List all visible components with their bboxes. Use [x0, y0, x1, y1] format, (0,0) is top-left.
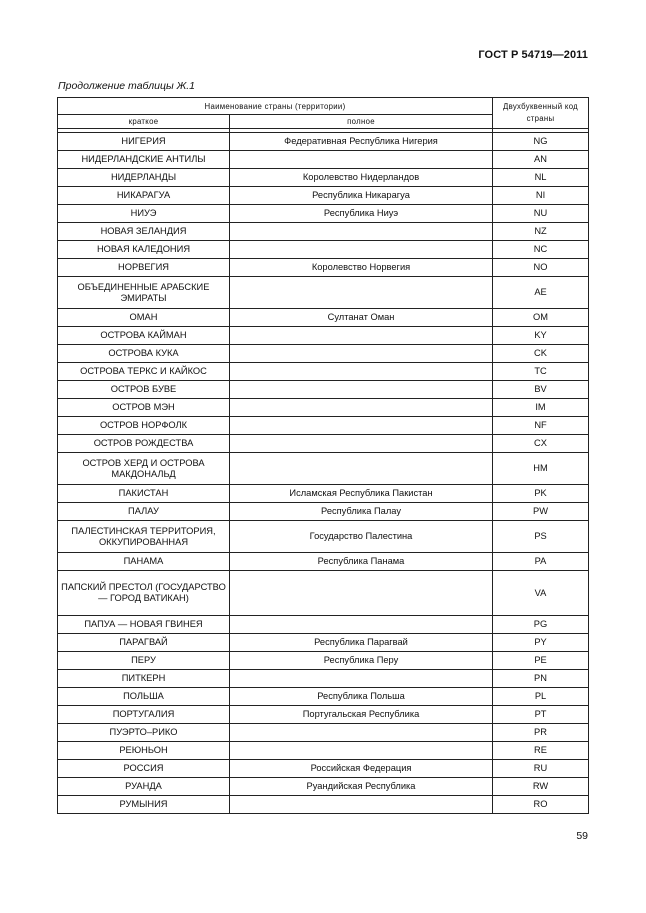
country-code-cell: CX [493, 435, 589, 453]
full-name-cell [230, 417, 493, 435]
full-name-cell: Федеративная Республика Нигерия [230, 133, 493, 151]
short-name-cell: ОМАН [58, 309, 230, 327]
standard-designation: ГОСТ Р 54719—2011 [478, 49, 588, 61]
full-name-cell [230, 241, 493, 259]
full-name-cell: Республика Ниуэ [230, 205, 493, 223]
page-number: 59 [576, 830, 588, 842]
short-name-cell: РУМЫНИЯ [58, 796, 230, 814]
full-name-cell: Королевство Нидерландов [230, 169, 493, 187]
table-row [58, 503, 589, 521]
table-row [58, 485, 589, 503]
country-code-cell: IM [493, 399, 589, 417]
country-codes-table [57, 97, 589, 814]
table-row [58, 778, 589, 796]
country-code-cell: NO [493, 259, 589, 277]
table-row [58, 796, 589, 814]
country-code-cell: KY [493, 327, 589, 345]
table-row [58, 634, 589, 652]
full-name-cell: Республика Перу [230, 652, 493, 670]
short-name-cell: ОСТРОВ ХЕРД И ОСТРОВА МАКДОНАЛЬД [58, 453, 230, 485]
full-name-cell [230, 796, 493, 814]
country-code-cell: TC [493, 363, 589, 381]
table-row [58, 760, 589, 778]
country-name-group-header: Наименование страны (территории) [58, 98, 493, 115]
country-code-cell: BV [493, 381, 589, 399]
full-name-cell [230, 327, 493, 345]
full-name-cell [230, 223, 493, 241]
table-row [58, 742, 589, 760]
table-row [58, 652, 589, 670]
table-body [58, 133, 589, 814]
full-name-cell [230, 345, 493, 363]
table-row [58, 571, 589, 616]
country-code-cell: NG [493, 133, 589, 151]
short-name-cell: РУАНДА [58, 778, 230, 796]
full-name-cell: Республика Панама [230, 553, 493, 571]
country-code-cell: PR [493, 724, 589, 742]
short-name-column-header: краткое [58, 115, 230, 129]
table-row [58, 688, 589, 706]
full-name-cell [230, 571, 493, 616]
short-name-cell: ПЕРУ [58, 652, 230, 670]
table-caption: Продолжение таблицы Ж.1 [58, 80, 195, 92]
short-name-cell: НОВАЯ КАЛЕДОНИЯ [58, 241, 230, 259]
table-row [58, 724, 589, 742]
country-code-cell: NI [493, 187, 589, 205]
full-name-cell [230, 616, 493, 634]
country-code-cell: PN [493, 670, 589, 688]
short-name-cell: ОСТРОВА ТЕРКС И КАЙКОС [58, 363, 230, 381]
full-name-cell: Республика Польша [230, 688, 493, 706]
short-name-cell: ОСТРОВА КАЙМАН [58, 327, 230, 345]
table-row [58, 381, 589, 399]
full-name-cell: Государство Палестина [230, 521, 493, 553]
country-code-cell: PS [493, 521, 589, 553]
country-code-cell: PA [493, 553, 589, 571]
table-row [58, 151, 589, 169]
short-name-cell: ОБЪЕДИНЕННЫЕ АРАБСКИЕ ЭМИРАТЫ [58, 277, 230, 309]
full-name-cell [230, 363, 493, 381]
short-name-cell: ПИТКЕРН [58, 670, 230, 688]
country-code-cell: AN [493, 151, 589, 169]
table-row [58, 670, 589, 688]
country-code-cell: RO [493, 796, 589, 814]
country-code-cell: OM [493, 309, 589, 327]
short-name-cell: НОВАЯ ЗЕЛАНДИЯ [58, 223, 230, 241]
table-row [58, 521, 589, 553]
country-code-cell: PT [493, 706, 589, 724]
table-row [58, 187, 589, 205]
table-row [58, 169, 589, 187]
full-name-cell [230, 742, 493, 760]
short-name-cell: НИДЕРЛАНДЫ [58, 169, 230, 187]
short-name-cell: РОССИЯ [58, 760, 230, 778]
full-name-cell: Республика Никарагуа [230, 187, 493, 205]
short-name-cell: ОСТРОВ БУВЕ [58, 381, 230, 399]
table-row [58, 205, 589, 223]
full-name-cell [230, 277, 493, 309]
full-name-cell [230, 381, 493, 399]
country-code-cell: NF [493, 417, 589, 435]
country-code-cell: NL [493, 169, 589, 187]
table-row [58, 553, 589, 571]
country-code-cell: NZ [493, 223, 589, 241]
table-row [58, 616, 589, 634]
short-name-cell: ОСТРОВА КУКА [58, 345, 230, 363]
full-name-column-header: полное [230, 115, 493, 129]
table-row [58, 417, 589, 435]
country-code-cell: PW [493, 503, 589, 521]
full-name-cell [230, 670, 493, 688]
country-code-cell: PK [493, 485, 589, 503]
country-code-cell: RW [493, 778, 589, 796]
full-name-cell [230, 724, 493, 742]
table-row [58, 133, 589, 151]
full-name-cell: Руандийская Республика [230, 778, 493, 796]
short-name-cell: ПУЭРТО–РИКО [58, 724, 230, 742]
short-name-cell: ПАЛЕСТИНСКАЯ ТЕРРИТОРИЯ, ОККУПИРОВАННАЯ [58, 521, 230, 553]
country-code-cell: CK [493, 345, 589, 363]
short-name-cell: ПАНАМА [58, 553, 230, 571]
table-row [58, 345, 589, 363]
country-code-cell: PL [493, 688, 589, 706]
country-code-cell: HM [493, 453, 589, 485]
short-name-cell: ОСТРОВ НОРФОЛК [58, 417, 230, 435]
code-column-header: Двухбуквенный код страны [493, 98, 589, 129]
table-row [58, 363, 589, 381]
full-name-cell: Королевство Норвегия [230, 259, 493, 277]
short-name-cell: НИДЕРЛАНДСКИЕ АНТИЛЫ [58, 151, 230, 169]
full-name-cell [230, 453, 493, 485]
full-name-cell: Португальская Республика [230, 706, 493, 724]
full-name-cell [230, 435, 493, 453]
table-row [58, 453, 589, 485]
short-name-cell: НОРВЕГИЯ [58, 259, 230, 277]
table-row [58, 223, 589, 241]
country-code-cell: PE [493, 652, 589, 670]
short-name-cell: НИУЭ [58, 205, 230, 223]
country-code-cell: PG [493, 616, 589, 634]
country-code-cell: RE [493, 742, 589, 760]
country-code-cell: VA [493, 571, 589, 616]
short-name-cell: ПАРАГВАЙ [58, 634, 230, 652]
table-row [58, 327, 589, 345]
table-row [58, 277, 589, 309]
short-name-cell: ПАПУА — НОВАЯ ГВИНЕЯ [58, 616, 230, 634]
country-code-cell: RU [493, 760, 589, 778]
short-name-cell: ОСТРОВ РОЖДЕСТВА [58, 435, 230, 453]
full-name-cell [230, 151, 493, 169]
short-name-cell: ПАЛАУ [58, 503, 230, 521]
full-name-cell: Исламская Республика Пакистан [230, 485, 493, 503]
full-name-cell: Султанат Оман [230, 309, 493, 327]
full-name-cell [230, 399, 493, 417]
table-row [58, 259, 589, 277]
country-code-cell: AE [493, 277, 589, 309]
table-row [58, 241, 589, 259]
short-name-cell: ПАКИСТАН [58, 485, 230, 503]
full-name-cell: Российская Федерация [230, 760, 493, 778]
short-name-cell: НИГЕРИЯ [58, 133, 230, 151]
short-name-cell: ПАПСКИЙ ПРЕСТОЛ (ГОСУДАРСТВО — ГОРОД ВАТИКАН) [58, 571, 230, 616]
short-name-cell: ОСТРОВ МЭН [58, 399, 230, 417]
country-code-cell: NU [493, 205, 589, 223]
country-code-cell: NC [493, 241, 589, 259]
full-name-cell: Республика Палау [230, 503, 493, 521]
short-name-cell: НИКАРАГУА [58, 187, 230, 205]
short-name-cell: ПОЛЬША [58, 688, 230, 706]
table-row [58, 399, 589, 417]
short-name-cell: РЕЮНЬОН [58, 742, 230, 760]
country-code-cell: PY [493, 634, 589, 652]
table-row [58, 309, 589, 327]
table-row [58, 706, 589, 724]
full-name-cell: Республика Парагвай [230, 634, 493, 652]
table-row [58, 435, 589, 453]
short-name-cell: ПОРТУГАЛИЯ [58, 706, 230, 724]
